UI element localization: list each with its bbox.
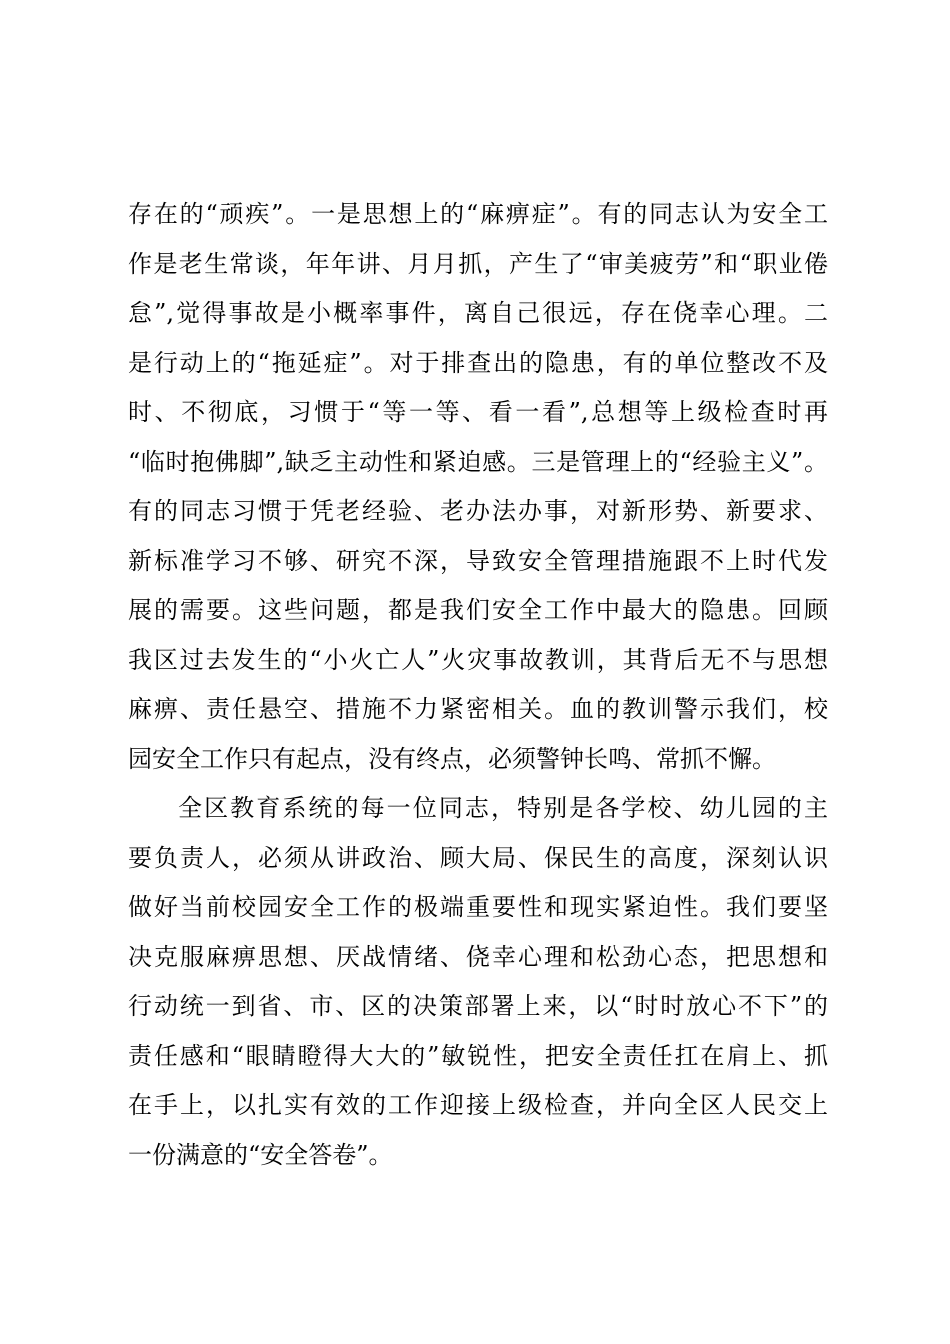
paragraph-line: 决克服麻痹思想、厌战情绪、侥幸心理和松劲心态，把思想和 (128, 942, 828, 971)
paragraph-line: 有的同志习惯于凭老经验、老办法办事，对新形势、新要求、 (128, 497, 828, 525)
paragraph-line: 怠”,觉得事故是小概率事件，离自己很远，存在侥幸心理。二 (128, 299, 828, 327)
paragraph-line: 存在的“顽疾”。一是思想上的“麻痹症”。有的同志认为安全工 (128, 200, 828, 228)
paragraph-line: 麻痹、责任悬空、措施不力紧密相关。血的教训警示我们，校 (128, 695, 828, 723)
paragraph-line: 责任感和“眼睛瞪得大大的”敏锐性，把安全责任扛在肩上、抓 (128, 1041, 828, 1070)
paragraph-line: 行动统一到省、市、区的决策部署上来，以“时时放心不下”的 (128, 992, 828, 1020)
paragraph-line: 一份满意的“安全答卷”。 (128, 1140, 393, 1169)
paragraph-line: 全区教育系统的每一位同志，特别是各学校、幼儿园的主 (178, 794, 828, 822)
paragraph-line: 新标准学习不够、研究不深，导致安全管理措施跟不上时代发 (128, 546, 828, 575)
document-body (128, 190, 828, 1180)
paragraph-line: 做好当前校园安全工作的极端重要性和现实紧迫性。我们要坚 (128, 893, 828, 921)
paragraph-line: “临时抱佛脚”,缺乏主动性和紧迫感。三是管理上的“经验主义”。 (128, 447, 828, 476)
paragraph-line: 园安全工作只有起点，没有终点，必须警钟长鸣、常抓不懈。 (128, 744, 776, 773)
paragraph-1 (128, 190, 828, 784)
paragraph-line: 我区过去发生的“小火亡人”火灾事故教训，其背后无不与思想 (128, 645, 828, 674)
paragraph-line: 时、不彻底，习惯于“等一等、看一看”,总想等上级检查时再 (128, 398, 828, 426)
paragraph-line: 作是老生常谈，年年讲、月月抓，产生了“审美疲劳”和“职业倦 (128, 249, 828, 278)
paragraph-line: 要负责人，必须从讲政治、顾大局、保民生的高度，深刻认识 (128, 843, 828, 872)
paragraph-2 (128, 784, 828, 1180)
paragraph-line: 是行动上的“拖延症”。对于排查出的隐患，有的单位整改不及 (128, 348, 828, 377)
paragraph-line: 在手上，以扎实有效的工作迎接上级检查，并向全区人民交上 (128, 1091, 828, 1119)
paragraph-line: 展的需要。这些问题，都是我们安全工作中最大的隐患。回顾 (128, 596, 828, 624)
